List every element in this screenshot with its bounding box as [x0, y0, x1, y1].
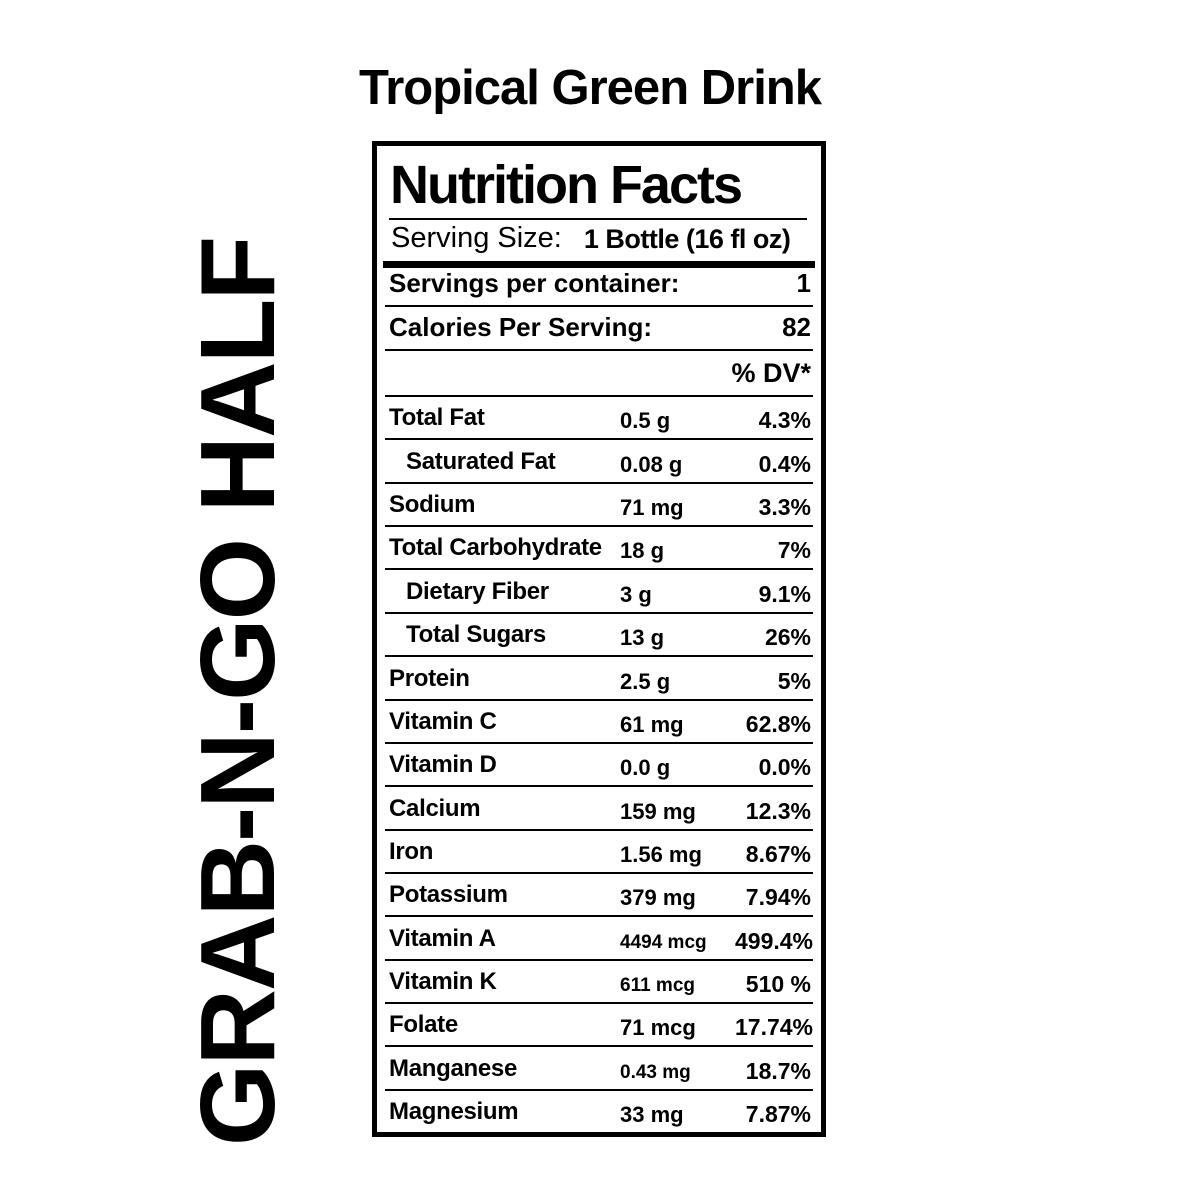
nutrient-amount: 0.0 g [620, 755, 671, 781]
nutrient-dv: 62.8% [745, 710, 811, 737]
nutrient-name: Protein [389, 664, 470, 692]
nutrient-amount: 61 mg [620, 711, 684, 737]
calories-row [385, 307, 813, 351]
nutrient-dv: 7.87% [745, 1101, 811, 1128]
table-row [385, 744, 813, 787]
table-row [385, 787, 813, 830]
nutrient-dv: 0.4% [758, 450, 811, 477]
nutrient-name: Vitamin C [389, 707, 497, 735]
nutrient-amount: 71 mg [620, 495, 684, 521]
table-row [385, 1004, 813, 1047]
nutrient-dv: 5% [777, 667, 811, 694]
table-row [385, 527, 813, 570]
nutrient-name: Vitamin K [389, 968, 497, 996]
nutrient-dv: 17.74% [735, 1014, 814, 1041]
nutrient-dv: 499.4% [735, 927, 814, 954]
nutrient-name: Potassium [389, 881, 508, 909]
nutrient-name: Total Sugars [406, 621, 546, 649]
nutrient-name: Vitamin D [389, 751, 497, 779]
table-row [385, 701, 813, 744]
nutrient-amount: 18 g [620, 538, 665, 564]
nutrient-name: Calcium [389, 794, 481, 822]
nutrient-name: Sodium [389, 491, 476, 519]
nutrient-name: Dietary Fiber [406, 577, 549, 605]
serving-size-row [377, 220, 821, 261]
nutrient-name: Magnesium [389, 1098, 519, 1126]
nutrition-facts-heading: Nutrition Facts [390, 155, 742, 215]
serving-size-label: Serving Size: [391, 222, 562, 254]
nutrient-amount: 379 mg [620, 885, 696, 911]
nutrient-amount: 159 mg [620, 798, 696, 824]
nutrient-dv: 8.67% [745, 840, 811, 867]
nutrient-dv: 26% [764, 624, 811, 651]
nutrient-amount: 1.56 mg [620, 841, 702, 867]
nutrient-amount: 3 g [620, 581, 652, 607]
table-row [385, 657, 813, 700]
table-row [385, 961, 813, 1004]
nutrient-amount: 2.5 g [620, 668, 671, 694]
table-row [385, 831, 813, 874]
servings-per-container-row [385, 268, 813, 307]
page-title: Tropical Green Drink [359, 61, 821, 115]
nutrient-dv: 0.0% [758, 754, 811, 781]
calories-label: Calories Per Serving: [389, 312, 652, 342]
nutrition-label [372, 141, 826, 1137]
nutrient-dv: 18.7% [745, 1057, 811, 1084]
table-row [385, 917, 813, 960]
table-row [385, 570, 813, 613]
nutrient-dv: 12.3% [745, 797, 811, 824]
table-row [385, 614, 813, 657]
nutrient-dv: 9.1% [758, 580, 811, 607]
nutrient-dv: 510 % [745, 971, 811, 998]
daily-value-header-row [385, 351, 813, 397]
nutrient-dv: 4.3% [758, 407, 811, 434]
nutrient-table [385, 397, 813, 1132]
nutrient-amount: 13 g [620, 625, 665, 651]
table-row [385, 1047, 813, 1090]
nutrient-name: Saturated Fat [406, 447, 556, 475]
serving-size-value: 1 Bottle (16 fl oz) [583, 224, 791, 254]
nutrient-amount: 71 mcg [620, 1015, 696, 1041]
table-row [385, 1091, 813, 1132]
servings-per-container-label: Servings per container: [389, 268, 680, 298]
nutrient-dv: 3.3% [758, 494, 811, 521]
nutrient-amount: 4494 mcg [620, 931, 707, 953]
thick-divider [383, 261, 815, 268]
nutrient-name: Iron [389, 837, 434, 865]
nutrient-dv: 7% [777, 537, 811, 564]
nutrient-name: Vitamin A [389, 924, 496, 952]
daily-value-header: % DV* [731, 358, 811, 388]
servings-per-container-value: 1 [796, 268, 811, 298]
calories-value: 82 [782, 312, 811, 342]
nutrient-amount: 611 mcg [620, 975, 695, 997]
nutrient-name: Total Fat [389, 404, 485, 432]
nutrient-name: Folate [389, 1011, 458, 1039]
nutrient-amount: 33 mg [620, 1102, 684, 1128]
side-label: GRAB-N-GO HALF [179, 237, 297, 1147]
nutrient-amount: 0.08 g [620, 451, 683, 477]
table-row [385, 874, 813, 917]
table-row [385, 440, 813, 483]
table-row [385, 397, 813, 440]
nutrient-name: Total Carbohydrate [389, 534, 602, 562]
nutrient-dv: 7.94% [745, 884, 811, 911]
table-row [385, 484, 813, 527]
nutrient-amount: 0.5 g [620, 408, 671, 434]
nutrient-name: Manganese [389, 1054, 518, 1082]
nutrient-amount: 0.43 mg [620, 1061, 691, 1083]
